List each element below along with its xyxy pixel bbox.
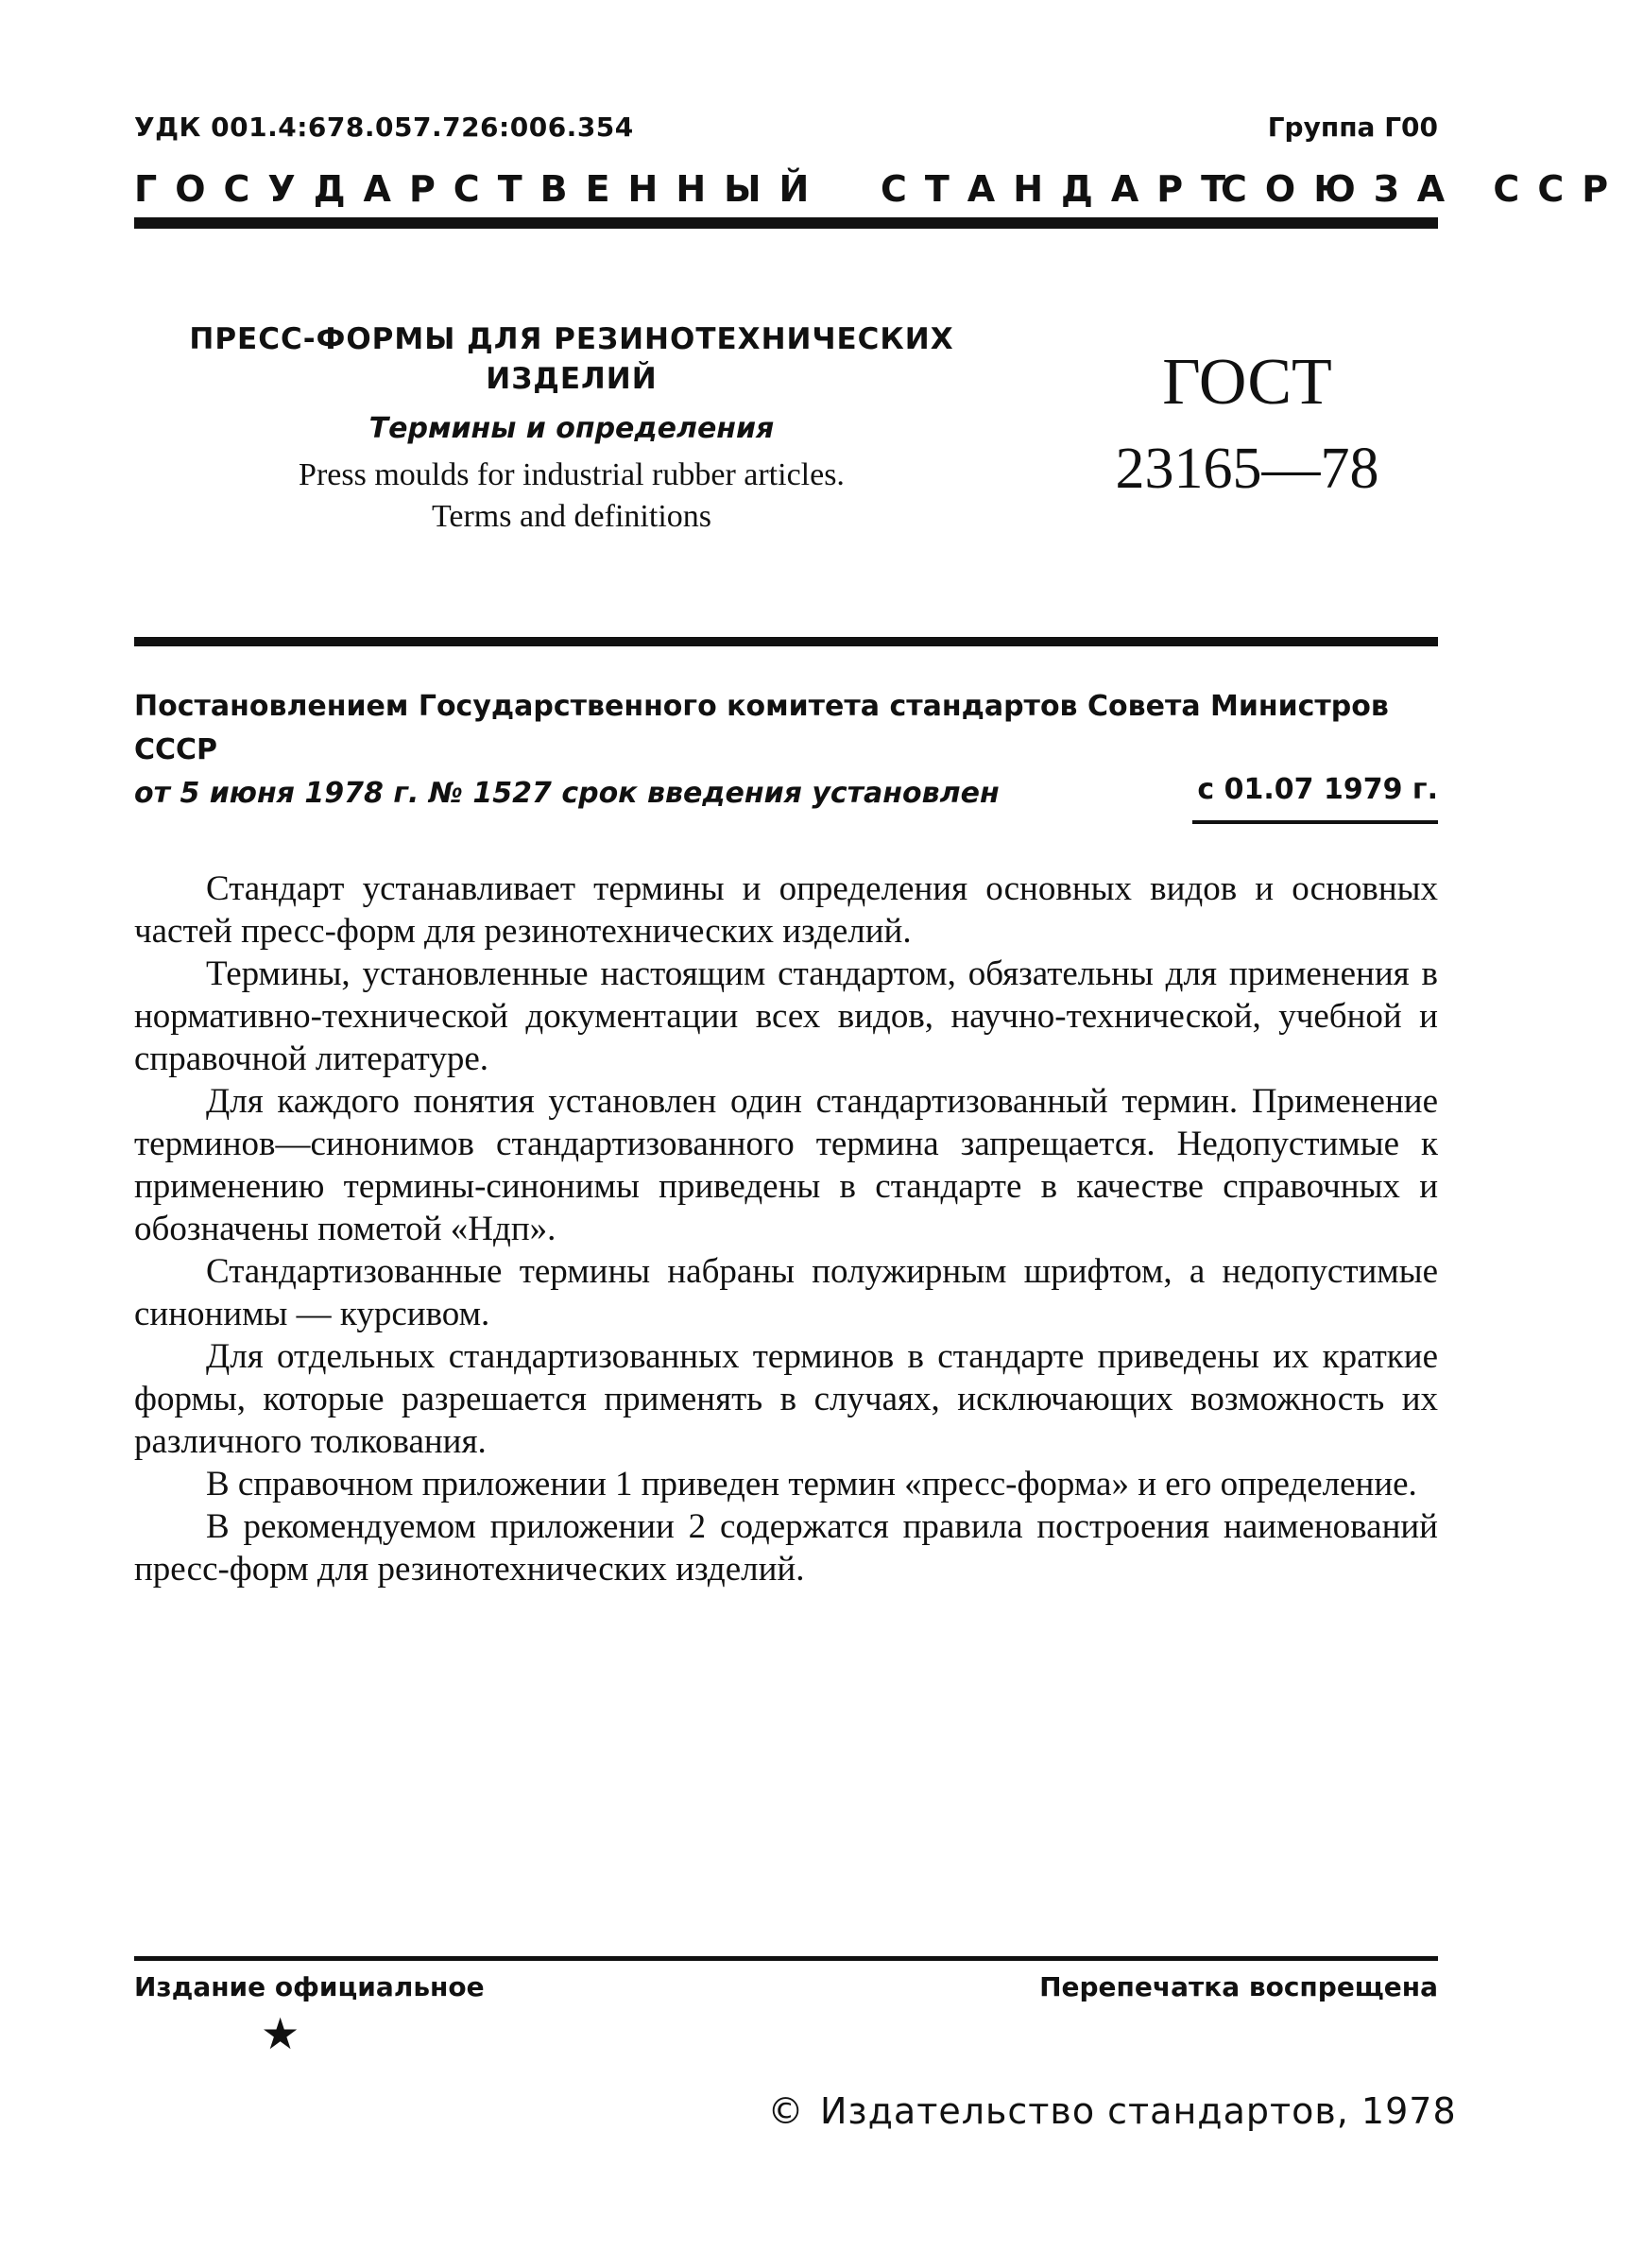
body-paragraph-1: Стандарт устанавливает термины и определения основных видов и основных частей пресс-форм для резинотехнических изделий. [134, 869, 1438, 951]
udk-code: УДК 001.4:678.057.726:006.354 [134, 112, 634, 143]
publisher-name: Издательство стандартов, 1978 [820, 2090, 1457, 2132]
body-paragraph-5: Для отдельных стандартизованных терминов в стандарте приведены их краткие формы, которые разрешается применять в случаях, исключающих возможность их различного толкования. [134, 1337, 1438, 1461]
gost-label: ГОСТ [1162, 346, 1332, 419]
body-paragraph-7: В рекомендуемом приложении 2 содержатся правила построения наименований пресс-форм для резинотехнических изделий. [134, 1507, 1438, 1589]
body-text [134, 868, 1438, 1590]
group-code: Группа Г00 [1267, 112, 1438, 143]
decree-line-2: от 5 июня 1978 г. № 1527 срок введения установлен [134, 777, 1000, 810]
title-en-line-2: Terms and definitions [431, 499, 711, 534]
decree-line-1: Постановлением Государственного комитета стандартов Совета Министров СССР [134, 690, 1389, 766]
official-edition-note: Издание официальное [134, 1971, 485, 2002]
star-icon: ★ [261, 2010, 300, 2058]
gost-number: 23165—78 [1115, 437, 1379, 501]
title-subtitle: Термины и определения [368, 412, 775, 445]
copyright-line [765, 2090, 1457, 2132]
banner-word-2: СТАНДАРТ [881, 168, 1244, 210]
banner-word-3: СОЮЗА ССР [1221, 168, 1626, 210]
title-block [189, 319, 954, 538]
title-ru-line-2: ИЗДЕЛИЙ [486, 362, 658, 396]
effective-date-underline [1192, 820, 1438, 824]
effective-date: с 01.07 1979 г. [1197, 773, 1438, 806]
title-en-line-1: Press moulds for industrial rubber articles. [299, 457, 845, 492]
title-rule [134, 637, 1438, 646]
banner-word-1: ГОСУДАРСТВЕННЫЙ [134, 168, 828, 210]
body-paragraph-3: Для каждого понятия установлен один стандартизованный термин. Применение терминов—синонимов стандартизованного термина запрещается. Недопустимые к применению термины-синонимы приведены в стандарте в качестве справочных и обозначены пометой «Ндп». [134, 1082, 1438, 1248]
footer-rule [134, 1956, 1438, 1961]
reprint-prohibited-note: Перепечатка воспрещена [1039, 1971, 1438, 2002]
body-paragraph-6: В справочном приложении 1 приведен термин «пресс-форма» и его определение. [206, 1465, 1417, 1503]
body-paragraph-2: Термины, установленные настоящим стандартом, обязательны для применения в нормативно-технической документации всех видов, научно-технической, учебной и справочной литературе. [134, 954, 1438, 1078]
copyright-icon: © [767, 2090, 805, 2132]
body-paragraph-4: Стандартизованные термины набраны полужирным шрифтом, а недопустимые синонимы — курсивом. [134, 1252, 1438, 1333]
title-ru-line-1: ПРЕСС-ФОРМЫ ДЛЯ РЕЗИНОТЕХНИЧЕСКИХ [189, 322, 954, 356]
header-rule [134, 217, 1438, 229]
